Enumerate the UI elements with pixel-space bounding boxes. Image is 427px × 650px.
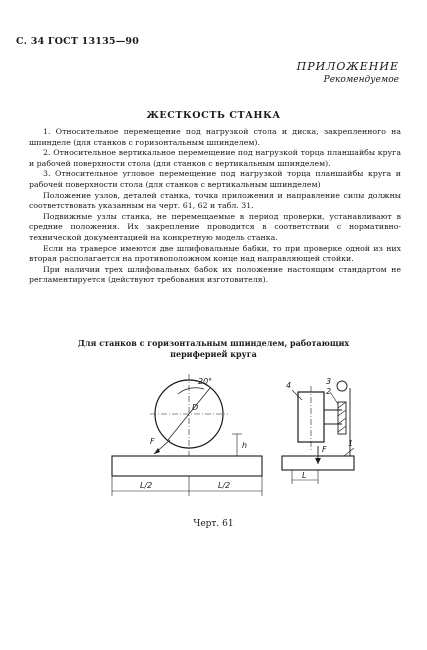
num-1-label: 1 [348, 439, 354, 448]
num-3-label: 3 [326, 377, 332, 386]
appendix-subtitle: Рекомендуемое [323, 75, 399, 85]
dial-indicator [337, 381, 347, 391]
paragraph-3: 3. Относительное угловое перемещение под нагрузкой торца планшайбы круга и рабочей поверхности стола (для станков с вертикальным шпинделем) [29, 169, 401, 189]
num-2-label: 2 [326, 387, 332, 396]
angle-label: 20° [198, 377, 213, 386]
num-4-label: 4 [286, 381, 292, 390]
half-left-label: L/2 [140, 481, 153, 490]
technical-drawing [92, 372, 357, 502]
paragraph-2: 2. Относительное вертикальное перемещение под нагрузкой торца планшайбы круга и рабочей поверхности стола (для станков с вертикальным шпинделем). [29, 148, 401, 168]
force-right-label: F [322, 445, 327, 454]
paragraph-6: Если на траверсе имеются две шлифовальные бабки, то при проверке одной из них вторая располагается на противоположном конце над направляющей стойки. [29, 243, 401, 264]
page-header: С. 34 ГОСТ 13135—90 [16, 36, 140, 47]
paragraph-1: 1. Относительное перемещение под нагрузкой стола и диска, закрепленного на шпинделе (для станков с горизонтальным шпинделем). [29, 127, 401, 147]
body-text [29, 127, 401, 286]
figure-number: Черт. 61 [193, 519, 234, 529]
table-left [112, 456, 262, 476]
section-title: ЖЕСТКОСТЬ СТАНКА [146, 110, 281, 121]
paragraph-5: Подвижные узлы станка, не перемещаемые в период проверки, устанавливают в средние положения. Их закрепление проводится в соответствии с нормативно-технической документацией на конкретную модель станка. [29, 211, 401, 242]
figure-caption: Для станков с горизонтальным шпинделем, работающих периферией круга [77, 338, 350, 359]
half-right-label: L/2 [218, 481, 231, 490]
height-label: h [242, 441, 248, 450]
force-left-label: F [150, 437, 155, 446]
diameter-label: D [192, 403, 199, 412]
paragraph-7: При наличии трех шлифовальных бабок их положение настоящим стандартом не регламентируется (действуют требования изготовителя). [29, 264, 401, 285]
appendix-block [297, 60, 399, 85]
paragraph-4: Положение узлов, деталей станка, точка приложения и направление силы должны соответствовать указанным на черт. 61, 62 и табл. 31. [29, 190, 401, 211]
length-right-label: L [302, 471, 307, 480]
appendix-title: ПРИЛОЖЕНИЕ [296, 60, 399, 73]
